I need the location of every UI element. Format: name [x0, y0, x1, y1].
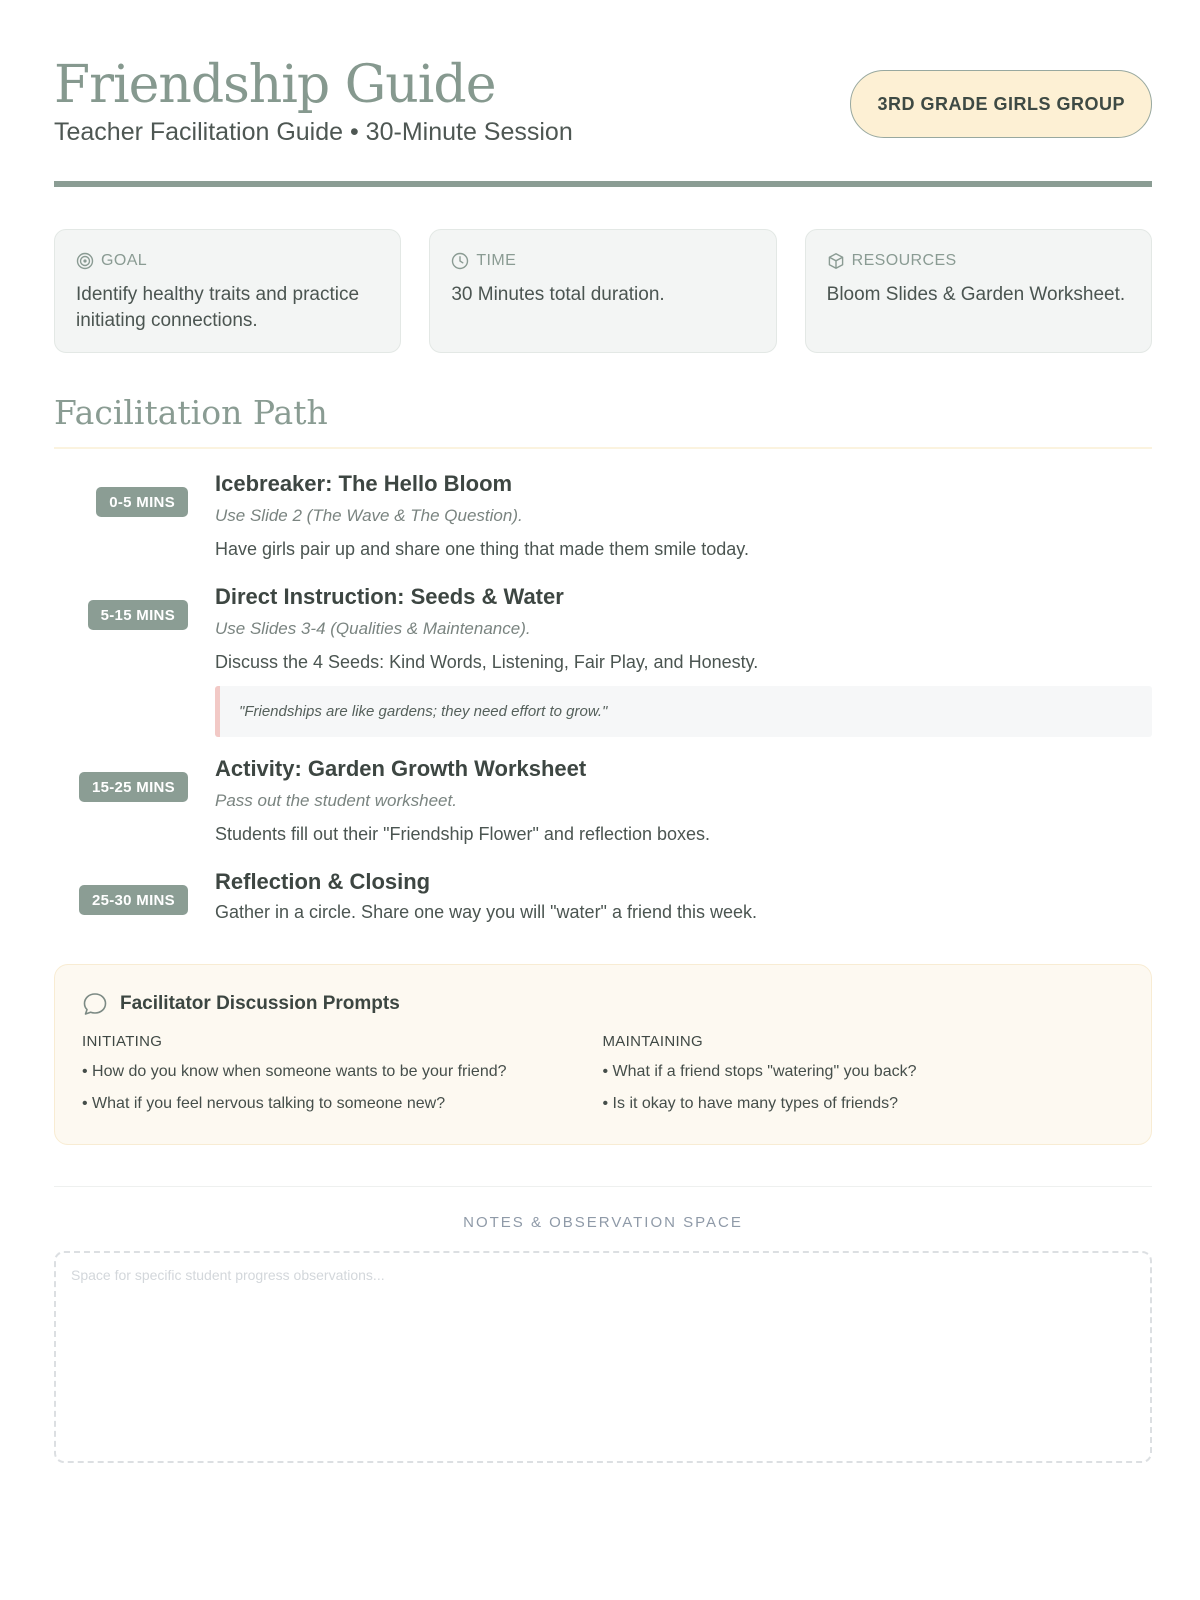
step-content — [215, 469, 1152, 562]
resources-card — [805, 229, 1152, 353]
resources-card-text: Bloom Slides & Garden Worksheet. — [826, 284, 1126, 305]
step-title: Icebreaker: The Hello Bloom — [215, 471, 513, 496]
step-title: Reflection & Closing — [215, 869, 431, 894]
page-subtitle: Teacher Facilitation Guide • 30-Minute Session — [54, 118, 573, 146]
prompts-columns — [82, 1033, 1123, 1114]
group-badge: 3RD GRADE GIRLS GROUP — [850, 70, 1152, 138]
step-description: Students fill out their "Friendship Flower" and reflection boxes. — [215, 824, 711, 844]
clock-icon — [451, 252, 469, 270]
step-description: Gather in a circle. Share one way you will "water" a friend this week. — [215, 902, 758, 922]
info-cards — [54, 229, 1152, 353]
box-icon — [827, 252, 845, 270]
goal-card-label: GOAL — [101, 252, 148, 269]
step-time-pill: 25-30 MINS — [79, 885, 188, 915]
maintaining-column — [603, 1033, 1124, 1114]
target-icon — [76, 252, 94, 270]
prompt-item: • How do you know when someone wants to be your friend? — [82, 1063, 507, 1080]
step-slide-note: Use Slide 2 (The Wave & The Question). — [215, 506, 523, 525]
notes-divider — [54, 1186, 1152, 1187]
page-title: Friendship Guide — [54, 55, 496, 115]
step-time-pill: 15-25 MINS — [79, 772, 188, 802]
prompts-title: Facilitator Discussion Prompts — [120, 993, 400, 1014]
step-description: Have girls pair up and share one thing that made them smile today. — [215, 539, 749, 559]
step-time-pill: 5-15 MINS — [88, 600, 188, 630]
initiating-label: INITIATING — [82, 1033, 163, 1050]
step-title: Direct Instruction: Seeds & Water — [215, 584, 564, 609]
garden-quote: "Friendships are like gardens; they need effort to grow." — [215, 686, 1152, 737]
discussion-prompts-panel — [54, 964, 1152, 1145]
step-content — [215, 867, 1152, 925]
page-header — [54, 50, 1152, 190]
goal-card — [54, 229, 401, 353]
step-slide-note: Pass out the student worksheet. — [215, 791, 457, 810]
step-time-pill: 0-5 MINS — [96, 487, 188, 517]
step-title: Activity: Garden Growth Worksheet — [215, 756, 587, 781]
maintaining-label: MAINTAINING — [602, 1033, 704, 1050]
step-description: Discuss the 4 Seeds: Kind Words, Listening, Fair Play, and Honesty. — [215, 652, 759, 672]
header-divider — [54, 181, 1152, 187]
prompts-header — [82, 991, 1123, 1017]
goal-card-header — [76, 252, 380, 270]
step-slide-note: Use Slides 3-4 (Qualities & Maintenance). — [215, 619, 531, 638]
time-card-header — [451, 252, 755, 270]
prompt-item: • Is it okay to have many types of friends? — [602, 1095, 899, 1112]
time-card — [429, 229, 776, 353]
goal-card-text: Identify healthy traits and practice initiating connections. — [76, 284, 360, 331]
resources-card-header — [827, 252, 1131, 270]
prompt-item: • What if a friend stops "watering" you back? — [602, 1063, 917, 1080]
notes-label: NOTES & OBSERVATION SPACE — [463, 1214, 743, 1231]
section-divider — [54, 447, 1152, 449]
notes-placeholder: Space for specific student progress observations... — [71, 1267, 385, 1283]
resources-card-label: RESOURCES — [851, 252, 957, 269]
initiating-column — [82, 1033, 603, 1114]
step-content — [215, 582, 1152, 737]
time-card-text: 30 Minutes total duration. — [451, 284, 665, 305]
notes-area[interactable] — [54, 1251, 1152, 1463]
prompt-item: • What if you feel nervous talking to someone new? — [82, 1095, 446, 1112]
facilitation-path-title: Facilitation Path — [54, 393, 328, 432]
time-card-label: TIME — [476, 252, 517, 269]
step-content — [215, 754, 1152, 847]
speech-bubble-icon — [82, 991, 108, 1017]
